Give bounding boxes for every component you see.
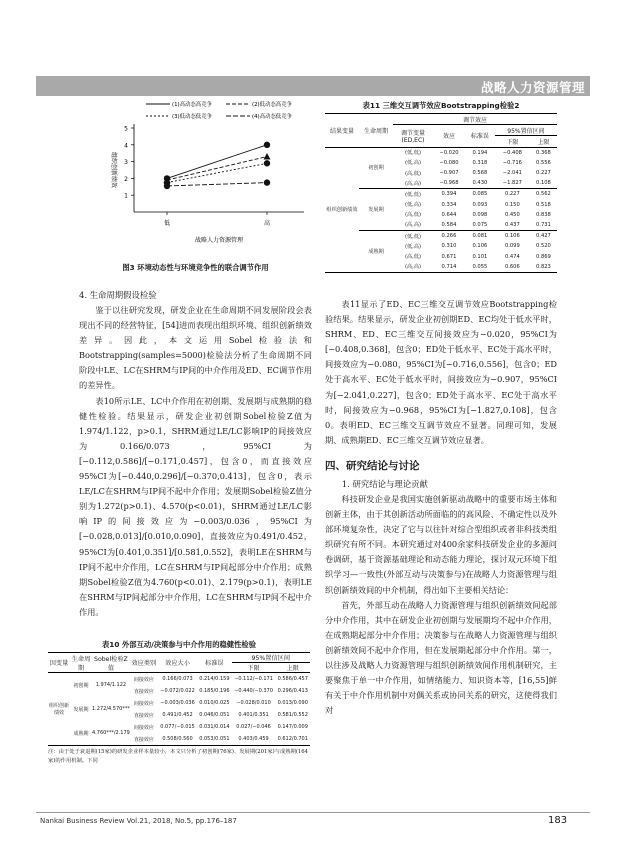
table-cell: 0.731 (530, 220, 557, 231)
table-cell: 直接效应 (133, 712, 154, 719)
table-11-title: 表11 三维交互调节效应Bootstrapping检验2 (362, 101, 520, 110)
z-cell: 1.272/4.570*** (92, 706, 130, 712)
table-cell: 0.714 (433, 262, 465, 273)
table-row (48, 721, 310, 733)
col-header: 生命周期 (70, 653, 92, 673)
table-cell: (低,高) (404, 243, 422, 250)
table-cell: 0.185/0.196 (199, 688, 230, 694)
table-cell: 0.077/−0.015 (160, 724, 195, 730)
table-cell: 0.586/0.457 (277, 676, 308, 682)
table-cell: 0.194 (472, 149, 488, 156)
table-cell: 0.606 (495, 262, 530, 273)
table-cell: 0.568 (472, 170, 488, 177)
table-cell: 0.101 (472, 253, 488, 260)
table-cell: 0.318 (472, 159, 488, 166)
table-cell: 间接效应 (133, 724, 154, 731)
data-point (264, 179, 270, 185)
legend-label: (3)低动态低竞争 (172, 114, 212, 120)
table-cell: 0.437 (495, 220, 530, 231)
paragraph: 科技研发企业是我国实施创新驱动战略中的重要市场主体和创新主体，由于其创新活动所面临的的高风险、不确定性以及外部环境复杂性，决定了它与以往针对综合型组织或者非科技类组织研究有所不同。本研究通过对400余家科技研发企业的多源问卷调研，基于资源基础理论和动态能力理论，探讨双元环境下组织学习—一致性(外部互动与决策参与)在战略人力资源管理与组织创新绩效间的中介机制，得出如下主要相关结论： (325, 493, 557, 595)
series-line (167, 157, 267, 181)
table-cell: (高,高) (393, 220, 433, 231)
y-tick-label: 1 (124, 192, 128, 200)
col-header: 95%置信区间 (495, 125, 557, 136)
table-cell: 0.031/0.014 (199, 724, 230, 730)
table-cell: 0.214/0.159 (199, 676, 230, 682)
table-cell: (高,高) (393, 262, 433, 273)
table-cell: 0.401/0.351 (238, 712, 269, 718)
col-header: 标准误 (465, 125, 495, 147)
table-cell: (低,高) (404, 160, 422, 167)
table-cell: −0.716 (502, 159, 522, 166)
col-header: 下限 (495, 136, 530, 147)
table-cell: −0.020 (439, 149, 459, 156)
table-10 (48, 640, 310, 766)
table-cell: −0.968 (433, 178, 465, 189)
table-cell: −0.080 (439, 159, 459, 166)
table-cell: 0.310 (441, 243, 457, 250)
journal-section-title: 战略人力资源管理 (480, 80, 585, 95)
z-cell: 1.974/1.122 (95, 682, 127, 688)
table-cell: 间接效应 (133, 676, 154, 683)
table-row (325, 189, 557, 200)
footer-rule (36, 812, 590, 813)
data-point (164, 183, 170, 189)
table-cell: −0.440/−0.370 (234, 688, 273, 694)
table-cell: 0.394 (441, 191, 457, 198)
y-tick-label: 2 (124, 175, 128, 183)
table-cell: 0.296/0.413 (277, 688, 308, 694)
col-header: 上限 (530, 136, 557, 147)
dv-cell: 组织创新绩效 (48, 673, 70, 746)
table-cell: 0.581/0.552 (277, 712, 308, 718)
table-cell: 0.108 (530, 178, 557, 189)
table-cell: (高,低) (404, 170, 422, 177)
table-cell: −0.907 (439, 170, 459, 177)
table-cell: (高,低) (404, 212, 422, 219)
col-header: 调节效应 (393, 114, 557, 125)
table-cell: 0.584 (433, 220, 465, 231)
table-cell: 0.166/0.073 (162, 676, 193, 682)
table-cell: (高,低) (404, 254, 422, 261)
table-cell: 0.491/0.452 (162, 712, 193, 718)
table-cell: (低,低) (404, 150, 422, 157)
table-row (48, 697, 310, 709)
table-cell: 0.671 (441, 253, 457, 260)
table-row (325, 147, 557, 158)
col-header: 效应类别 (130, 653, 158, 673)
table-cell: 0.612/0.701 (276, 733, 310, 746)
table-cell: 0.427 (536, 233, 551, 240)
col-header: 生命周期 (359, 114, 393, 148)
table-cell: 0.046/0.051 (199, 712, 230, 718)
table-10-title: 表10 外部互动/决策参与中介作用的稳健性检验 (102, 640, 256, 649)
right-text (325, 297, 557, 718)
data-point (264, 160, 270, 166)
legend-label: (1)高动态高竞争 (172, 102, 212, 108)
col-header: 调节变量(ED,EC) (393, 125, 433, 147)
legend-label: (4)高动态低竞争 (252, 114, 292, 120)
stage-cell: 初创期 (359, 147, 393, 189)
section-heading: 四、研究结论与讨论 (325, 459, 420, 472)
table-cell: −0.028/0.010 (236, 700, 271, 706)
table-cell: (高,高) (393, 178, 433, 189)
col-header: 效应 (433, 125, 465, 147)
data-point (264, 153, 271, 160)
table-cell: 0.227 (536, 170, 551, 177)
figure-3 (79, 100, 312, 280)
table-cell: 0.099 (504, 243, 520, 250)
footer-citation: Nankai Business Review Vol.21, 2018, No.5, pp.176–187 (40, 817, 237, 825)
subsection-heading-lifecycle: 4. 生命周期假设检验 (79, 290, 157, 300)
x-axis-label: 战略人力资源管理 (194, 237, 244, 244)
x-tick-label: 低 (163, 220, 171, 227)
series-line (167, 183, 267, 186)
table-cell: 直接效应 (133, 688, 154, 695)
table-cell: 0.368 (536, 149, 551, 156)
col-header: 结果变量 (325, 114, 359, 148)
col-header: 下限 (232, 663, 276, 673)
table-cell: 0.150 (504, 201, 520, 208)
table-cell: 0.430 (465, 178, 495, 189)
table-cell: 0.334 (441, 201, 457, 208)
table-cell: −2.041 (502, 170, 522, 177)
paragraph: 首先，外部互动在战略人力资源管理与组织创新绩效间起部分中介作用，其中在研发企业初创期与发展期均不起中介作用，在成熟期起部分中介作用；决策参与在战略人力资源管理与组织创新绩效间不起中介作用，但在发展期起部分中介作用。第一，以往涉及战略人力资源管理与组织创新绩效间作用机制研究，主要聚焦于单一中介作用，如情绪能力、知识资本等，[16,55]鲜有关于中介作用机制中对偶关系或协同关系的研究，这使得我们对 (325, 599, 557, 716)
col-header: 上限 (276, 663, 310, 673)
table-cell: 0.053/0.051 (197, 733, 231, 746)
table-cell: −1.827 (495, 178, 530, 189)
table-cell: 0.013/0.090 (277, 700, 308, 706)
table-cell: 0.106 (504, 233, 520, 240)
table-cell: −0.003/0.036 (160, 700, 195, 706)
table-cell: 0.147/0.009 (277, 724, 308, 730)
table-cell: 0.081 (472, 233, 488, 240)
stage-cell: 发展期 (359, 189, 393, 231)
table-cell: 0.093 (472, 201, 488, 208)
table-cell: 0.474 (504, 253, 520, 260)
table-cell: 0.075 (465, 220, 495, 231)
table-cell: (低,低) (404, 233, 422, 240)
table-cell: 0.085 (472, 191, 488, 198)
table-cell: (低,高) (404, 202, 422, 209)
subsection-heading: 1. 研究结论与理论贡献 (341, 478, 428, 489)
y-tick-label: 5 (124, 125, 128, 133)
stage-cell: 成熟期 (70, 721, 92, 746)
table-cell: 直接效应 (130, 733, 158, 746)
stage-cell: 初创期 (73, 682, 89, 689)
table-10-note: 注：由于处于衰退期(15家)的研发企业样本量较小，本文只分析了初创期(76家)、发展期(201家)与成熟期(164家)的作用机制。下同 (48, 749, 309, 764)
table-cell: 0.644 (441, 211, 457, 218)
table-cell: −0.072/0.022 (160, 688, 195, 694)
col-header: 效应大小 (158, 653, 197, 673)
paragraph: 表11显示了ED、EC三维交互调节效应Bootstrapping检验结果。结果显示，研发企业初创期ED、EC均处于低水平时，SHRM、ED、EC三维交互间接效应为−0.020，95%CI为[−0.408,0.368]，包含0；ED处于低水平、EC处于高水平时，间接效应为−0.080，95%CI为[−0.716,0.556]，包含0；ED处于高水平、EC处于低水平时，间接效应为−0.907，95%CI为[−2.041,0.227]，包含0；ED处于高水平、EC处于高水平时，间接效应为−0.968，95%CI为[−1.827,0.108]，包含0。表明ED、EC三维交互调节效应不显著。同理可知，发展期、成熟期ED、EC三维交互调节效应显著。 (325, 299, 557, 445)
table-cell: 0.106 (472, 243, 488, 250)
table-11 (325, 101, 557, 273)
col-header: 95%置信区间 (232, 653, 310, 663)
table-cell: 0.027/−0.046 (236, 724, 271, 730)
table-row (325, 231, 557, 242)
series-line (167, 145, 267, 179)
figure-chart (79, 100, 312, 250)
col-header: 因变量 (48, 653, 70, 673)
figure-caption: 图3 环境动态性与环境竞争性的联合调节作用 (122, 263, 269, 272)
paragraph: 鉴于以往研究发现，研发企业在生命周期不同发展阶段会表现出不同的经营特征，[54]进而表现出组织环境、组织创新绩效差异。因此，本文运用Sobel检验法和Bootstrapping(samples=5000)检验法分析了生命周期不同阶段中LE、LC在SHRM与IP间的中介作用及ED、EC调节作用的差异性。 (79, 305, 312, 391)
table-cell: 间接效应 (133, 700, 154, 707)
table-cell: 0.055 (465, 262, 495, 273)
table-row (48, 673, 310, 686)
data-point (264, 142, 270, 148)
dv-cell: 组织创新绩效 (325, 147, 359, 272)
stage-cell: 发展期 (73, 706, 89, 713)
table-cell: (低,低) (404, 191, 422, 198)
y-tick-label: 3 (124, 159, 128, 167)
y-axis-label: 组织创新绩效 (110, 151, 117, 189)
z-cell: 4.760***/2.179 (92, 721, 130, 746)
table-cell: 0.450 (504, 211, 520, 218)
y-tick-label: 4 (124, 142, 128, 150)
table-cell: 0.227 (504, 191, 520, 198)
table-cell: 0.098 (472, 211, 488, 218)
x-tick-label: 高 (263, 220, 271, 227)
left-text (79, 288, 312, 620)
table-cell: 0.266 (441, 233, 457, 240)
table-cell: 0.403/0.459 (232, 733, 276, 746)
col-header: 标准误 (197, 653, 231, 673)
page-number: 183 (548, 815, 568, 826)
legend-label: (2)低动态高竞争 (252, 102, 292, 108)
table-cell: −0.112/−0.171 (234, 676, 273, 682)
table-cell: 0.010/0.025 (199, 700, 230, 706)
stage-cell: 成熟期 (359, 231, 393, 273)
table-cell: 0.869 (536, 253, 551, 260)
table-cell: 0.823 (530, 262, 557, 273)
table-cell: 0.838 (536, 211, 551, 218)
col-header: Sobel检验Z值 (92, 653, 130, 673)
table-cell: 0.518 (536, 201, 551, 208)
table-cell: 0.508/0.560 (158, 733, 197, 746)
paragraph: 表10所示LE、LC中介作用在初创期、发展期与成熟期的稳健性检验。结果显示，研发企业初创期Sobel检验Z值为1.974/1.122，p>0.1，SHRM通过LE/LC影响IP的间接效应为0.166/0.073，95%CI为[−0.112,0.586]/[−0.171,0.457]，包含0，而直接效应95%CI为[−0.440,0.296]/[−0.370,0.413]，包含0，表示LE/LC在SHRM与IP间不起中介作用；发展期Sobel检验Z值分别为1.272(p>0.1)、4.570(p<0.01)，SHRM通过LE/LC影响IP的间接效应为−0.003/0.036，95%CI为[−0.028,0.013]/[0.010,0.090]，直接效应为0.491/0.452，95%CI为[0.401,0.351]/[0.581,0.552]，表明LE在SHRM与IP间不起中介作用，LC在SHRM与IP间起部分中介作用；成熟期Sobel检验Z值为4.760(p<0.01)、2.179(p>0.1)，表明LE在SHRM与IP间起部分中介作用，LC在SHRM与IP间不起中介作用。 (79, 395, 312, 617)
table-cell: −0.408 (502, 149, 522, 156)
table-cell: 0.520 (536, 243, 551, 250)
table-cell: 0.562 (536, 191, 551, 198)
table-cell: 0.556 (536, 159, 551, 166)
